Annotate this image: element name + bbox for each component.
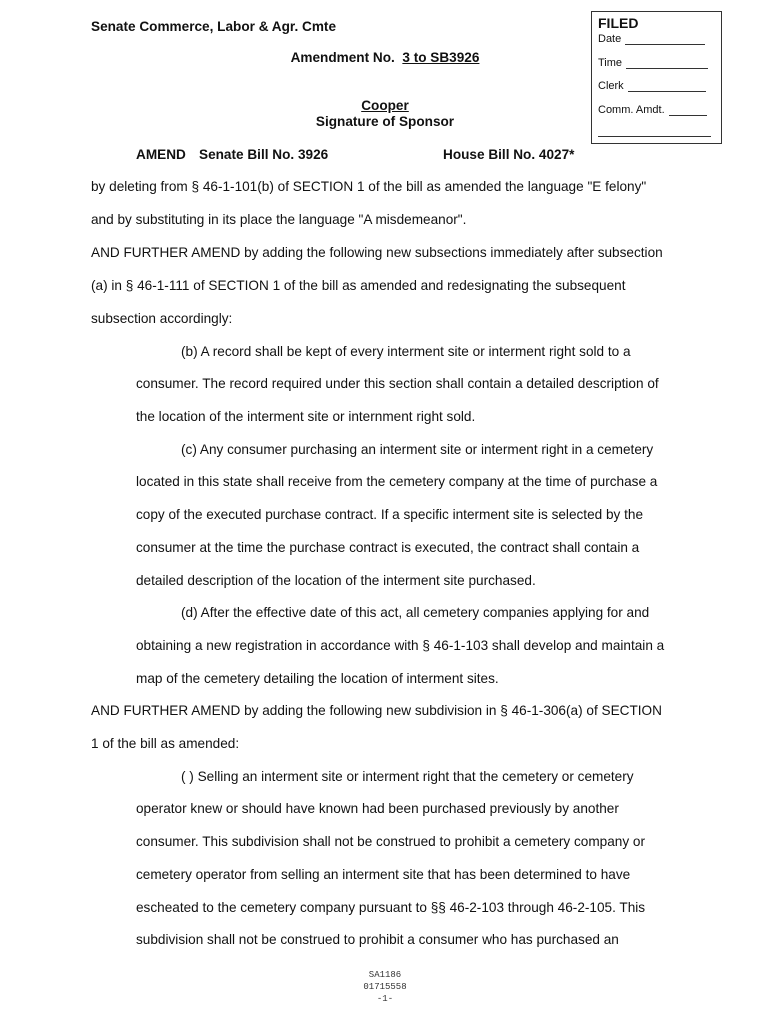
body-line: AND FURTHER AMEND by adding the following new subsections immediately after subsection <box>91 245 663 260</box>
body-line: (c) Any consumer purchasing an interment site or interment right in a cemetery <box>181 442 654 457</box>
body-line: (b) A record shall be kept of every interment site or interment right sold to a <box>181 344 631 359</box>
amendment-ref: 3 to SB3926 <box>402 50 480 65</box>
body-line: operator knew or should have known had been purchased previously by another <box>136 801 619 816</box>
body-line: subsection accordingly: <box>91 311 233 326</box>
body-line: 1 of the bill as amended: <box>91 736 240 751</box>
body-line: consumer. The record required under this section shall contain a detailed description of <box>136 376 659 391</box>
body-line: consumer at the time the purchase contract is executed, the contract shall contain a <box>136 540 640 555</box>
body-line: obtaining a new registration in accordance with § 46-1-103 shall develop and maintain a <box>136 638 665 653</box>
body-line: detailed description of the location of the interment site purchased. <box>136 573 536 588</box>
filed-clerk-label: Clerk <box>598 80 624 92</box>
filed-title: FILED <box>598 15 639 31</box>
body-line: map of the cemetery detailing the location of interment sites. <box>136 671 499 686</box>
filed-clerk-field <box>598 80 706 92</box>
senate-bill-number: Senate Bill No. 3926 <box>199 147 329 162</box>
page-number: -1- <box>376 994 394 1004</box>
footer-code-1: SA1186 <box>368 970 402 980</box>
body-line: escheated to the cemetery company pursuant to §§ 46-2-103 through 46-2-105. This <box>136 900 646 915</box>
house-bill-number: House Bill No. 4027* <box>443 147 575 162</box>
body-line: consumer. This subdivision shall not be construed to prohibit a cemetery company or <box>136 834 646 849</box>
body-line: the location of the interment site or internment right sold. <box>136 409 476 424</box>
amendment-prefix: Amendment No. <box>290 50 395 65</box>
filed-date-label: Date <box>598 33 622 45</box>
sponsor-caption: Signature of Sponsor <box>315 114 455 129</box>
amendment-number <box>0 50 770 65</box>
sponsor-name <box>0 98 770 113</box>
filed-bottom-line <box>598 136 711 137</box>
body-line: located in this state shall receive from the cemetery company at the time of purchase a <box>136 474 658 489</box>
filed-time-label: Time <box>598 57 623 69</box>
body-line: AND FURTHER AMEND by adding the following new subdivision in § 46-1-306(a) of SECTION <box>91 703 662 718</box>
body-line: ( ) Selling an interment site or interment right that the cemetery or cemetery <box>181 769 634 784</box>
body-line: by deleting from § 46-1-101(b) of SECTION 1 of the bill as amended the language "E felony" <box>91 179 647 194</box>
committee-name: Senate Commerce, Labor & Agr. Cmte <box>91 19 337 34</box>
sponsor-name-text: Cooper <box>361 98 409 113</box>
filed-comm-label: Comm. Amdt. <box>598 104 665 116</box>
body-line: (a) in § 46-1-111 of SECTION 1 of the bill as amended and redesignating the subsequent <box>91 278 626 293</box>
body-line: (d) After the effective date of this act, all cemetery companies applying for and <box>181 605 650 620</box>
amend-label: AMEND <box>136 147 186 162</box>
body-line: copy of the executed purchase contract. If a specific interment site is selected by the <box>136 507 644 522</box>
body-line: cemetery operator from selling an interment site that has been determined to have <box>136 867 631 882</box>
filed-date-field <box>598 33 705 45</box>
body-line: and by substituting in its place the language "A misdemeanor". <box>91 212 467 227</box>
body-line: subdivision shall not be construed to prohibit a consumer who has purchased an <box>136 932 619 947</box>
footer-code-2: 01715558 <box>363 982 407 992</box>
